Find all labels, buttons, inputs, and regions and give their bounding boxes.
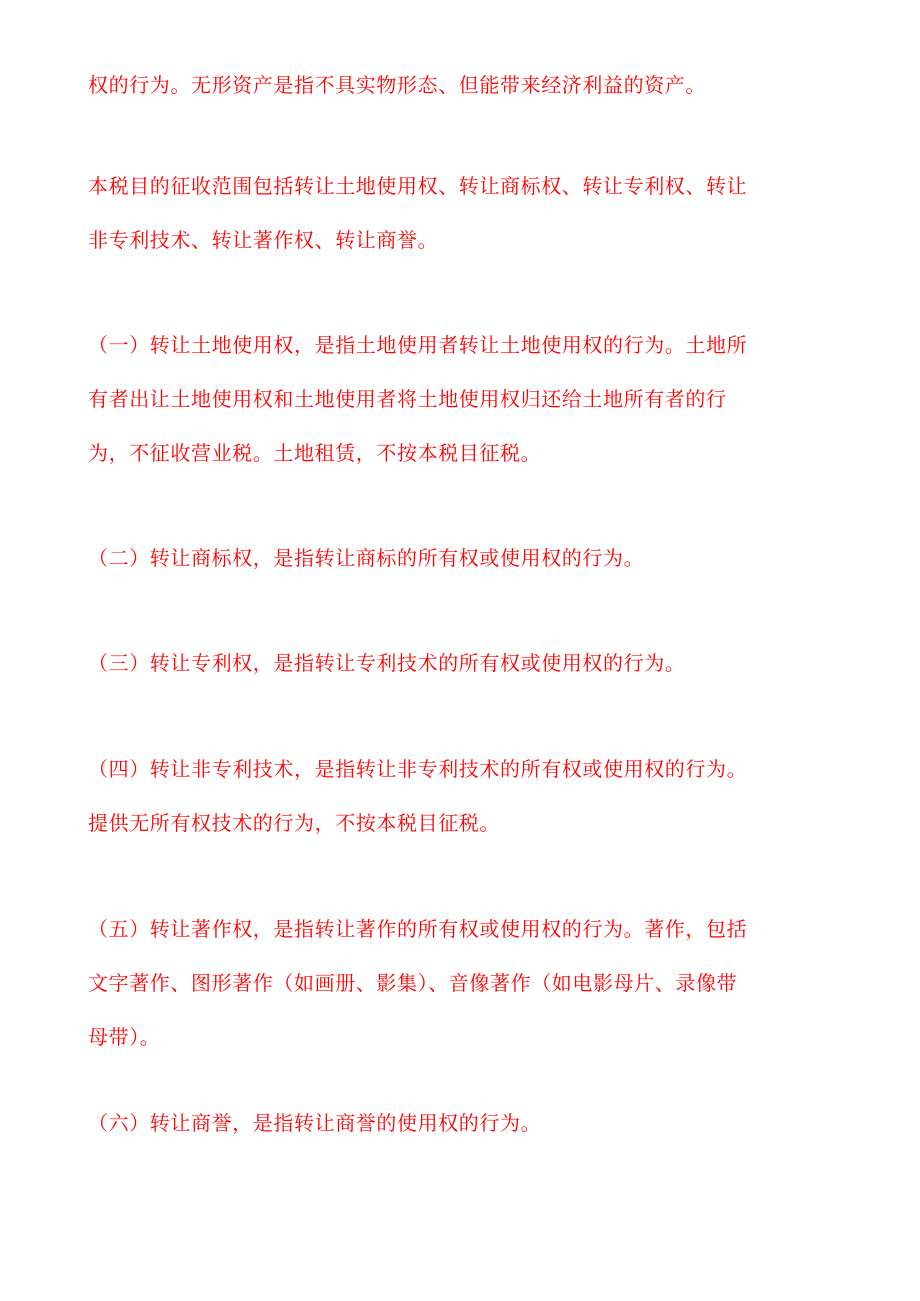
paragraph-non-patented-technology xyxy=(88,742,833,850)
text-line: （一）转让土地使用权，是指土地使用者转让土地使用权的行为。土地所 xyxy=(88,333,748,357)
paragraph-intangible-assets-definition xyxy=(88,58,833,112)
paragraph-land-use-right xyxy=(88,318,833,480)
text-line: （四）转让非专利技术，是指转让非专利技术的所有权或使用权的行为。 xyxy=(88,757,748,781)
text-line: 权的行为。无形资产是指不具实物形态、但能带来经济利益的资产。 xyxy=(88,73,706,97)
text-line: （二）转让商标权，是指转让商标的所有权或使用权的行为。 xyxy=(88,546,645,570)
text-line: 提供无所有权技术的行为，不按本税目征税。 xyxy=(88,811,500,835)
text-line: 有者出让土地使用权和土地使用者将土地使用权归还给土地所有者的行 xyxy=(88,387,727,411)
text-line: （三）转让专利权，是指转让专利技术的所有权或使用权的行为。 xyxy=(88,651,686,675)
paragraph-goodwill xyxy=(88,1096,833,1150)
text-line: （六）转让商誉，是指转让商誉的使用权的行为。 xyxy=(88,1111,542,1135)
paragraph-trademark-right xyxy=(88,531,833,585)
text-line: 非专利技术、转让著作权、转让商誉。 xyxy=(88,228,439,252)
text-line: 本税目的征收范围包括转让土地使用权、转让商标权、转让专利权、转让 xyxy=(88,174,748,198)
text-line: 为，不征收营业税。土地租赁，不按本税目征税。 xyxy=(88,441,542,465)
paragraph-tax-scope xyxy=(88,159,833,267)
text-line: 文字著作、图形著作（如画册、影集）、音像著作（如电影母片、录像带 xyxy=(88,971,738,995)
text-line: （五）转让著作权，是指转让著作的所有权或使用权的行为。著作，包括 xyxy=(88,917,748,941)
paragraph-patent-right xyxy=(88,636,833,690)
paragraph-copyright xyxy=(88,902,833,1064)
text-line: 母带）。 xyxy=(88,1025,161,1049)
